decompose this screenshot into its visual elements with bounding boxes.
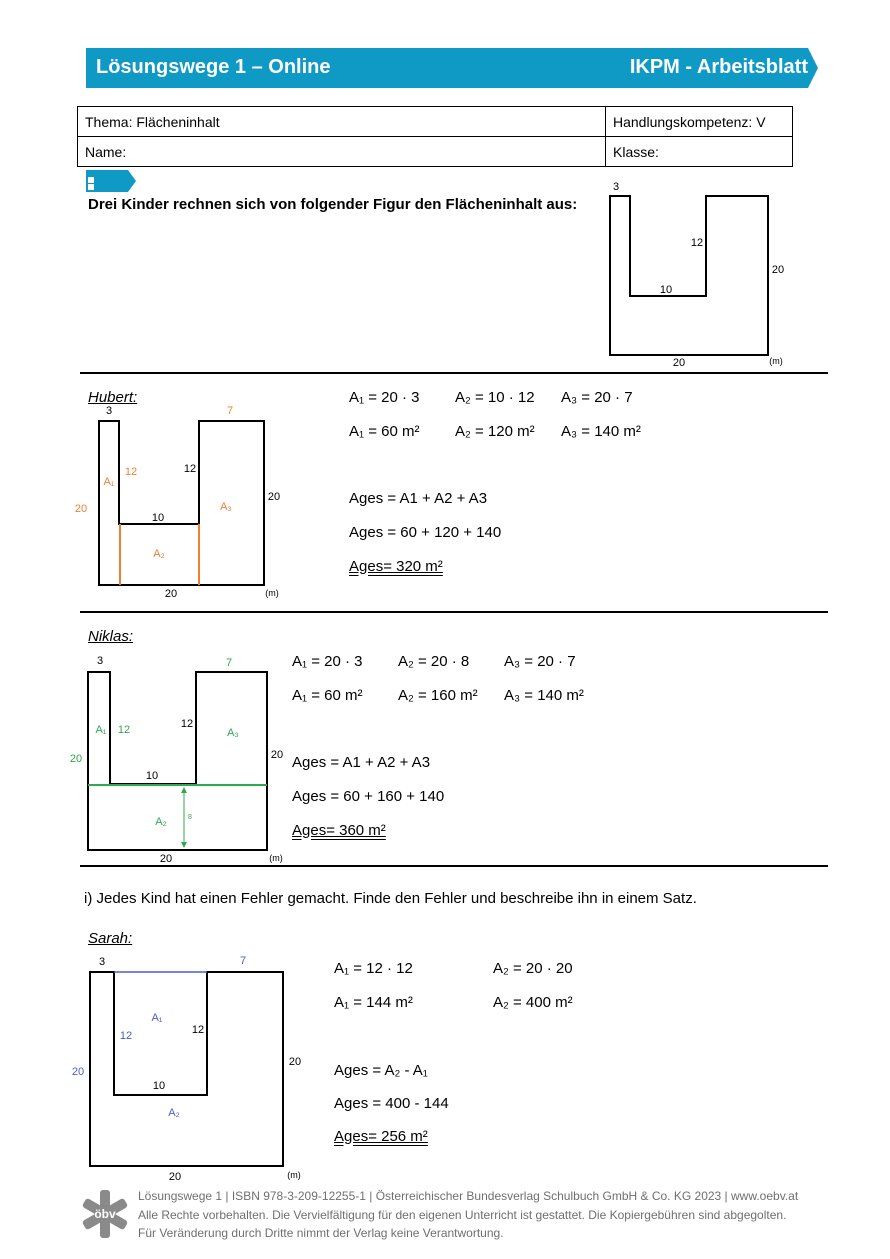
u-shape (90, 972, 283, 1166)
hubert-a1-result: A₁ = 60 m² (349, 423, 420, 440)
niklas-a3-result: A₃ = 140 m² (504, 687, 584, 704)
marker-square-icon (88, 177, 94, 183)
niklas-figure (62, 650, 290, 866)
label-top-left: 3 (612, 181, 620, 193)
label-inner-bottom: 10 (145, 770, 159, 782)
area-a1-label: A₁ (95, 724, 107, 736)
u-shape (99, 421, 264, 585)
niklas-a1-result: A₁ = 60 m² (292, 687, 363, 704)
divider (80, 865, 828, 867)
class-cell: Klasse: (606, 137, 793, 167)
niklas-a1-formula: A₁ = 20 · 3 (292, 653, 363, 670)
label-inner-right: 12 (191, 1024, 205, 1036)
divider (80, 611, 828, 613)
competence-cell: Handlungskompetenz: V (606, 107, 793, 137)
hubert-a2-result: A₂ = 120 m² (455, 423, 535, 440)
intro-text: Drei Kinder rechnen sich von folgender Figur den Flächeninhalt aus: (88, 196, 578, 213)
info-table (77, 106, 793, 167)
divider (80, 372, 828, 374)
hubert-a2-formula: A₂ = 10 · 12 (455, 389, 535, 406)
label-right: 20 (288, 1056, 302, 1068)
label-right: 20 (267, 491, 281, 503)
sarah-figure (62, 950, 312, 1182)
sarah-name: Sarah: (88, 930, 133, 947)
label-bottom: 20 (672, 357, 686, 369)
label-top-right: 7 (239, 955, 247, 967)
label-height: 8 (188, 814, 192, 821)
footer-line-1: Lösungswege 1 | ISBN 978-3-209-12255-1 | Österreichischer Bundesverlag Schulbuch GmbH & Co. KG 2023 | www.oebv.at (138, 1189, 799, 1203)
label-inner-left: 12 (119, 1030, 133, 1042)
series-title: Lösungswege 1 – Online (96, 56, 331, 78)
label-inner-right: 12 (690, 237, 704, 249)
footer-line-3: Für Veränderung durch Dritte nimmt der Verlag keine Verantwortung. (138, 1226, 504, 1240)
hubert-a3-formula: A₃ = 20 · 7 (561, 389, 633, 406)
header-banner-arrow (808, 48, 818, 88)
label-bottom: 20 (159, 853, 173, 865)
topic-cell: Thema: Flächeninhalt (78, 107, 606, 137)
area-a3-label: A₃ (220, 501, 232, 513)
niklas-a2-formula: A₂ = 20 · 8 (398, 653, 470, 670)
label-top-left: 3 (105, 405, 113, 417)
label-inner-bottom: 10 (152, 1080, 166, 1092)
publisher-logo (80, 1188, 130, 1240)
label-unit: (m) (287, 1170, 301, 1180)
area-a2-label: A₂ (168, 1107, 180, 1119)
label-left: 20 (71, 1066, 85, 1078)
label-inner-right: 12 (180, 718, 194, 730)
sarah-total: Ages= 256 m² (334, 1128, 428, 1145)
label-right: 20 (270, 749, 284, 761)
niklas-name: Niklas: (88, 628, 134, 645)
hubert-name: Hubert: (88, 389, 138, 406)
arrow-down-icon (181, 842, 187, 848)
hubert-figure (66, 400, 290, 600)
area-a2-label: A₂ (155, 816, 167, 828)
hubert-sum-formula: Ages = A1 + A2 + A3 (349, 490, 488, 507)
label-top-left: 3 (96, 655, 104, 667)
label-unit: (m) (265, 588, 279, 598)
label-inner-left: 12 (117, 724, 131, 736)
name-cell: Name: (78, 137, 606, 167)
sarah-a2-result: A₂ = 400 m² (493, 994, 573, 1011)
sarah-a2-formula: A₂ = 20 · 20 (493, 960, 573, 977)
area-a1-label: A₁ (151, 1012, 163, 1024)
sarah-diff-values: Ages = 400 - 144 (334, 1095, 449, 1112)
label-left: 20 (69, 753, 83, 765)
label-inner-right: 12 (183, 463, 197, 475)
marker-square-icon (88, 184, 94, 190)
u-shape (88, 672, 267, 850)
niklas-a2-result: A₂ = 160 m² (398, 687, 478, 704)
sarah-a1-formula: A₁ = 12 · 12 (334, 960, 413, 977)
niklas-a3-formula: A₃ = 20 · 7 (504, 653, 576, 670)
label-top-right: 7 (226, 405, 234, 417)
sarah-a1-result: A₁ = 144 m² (334, 994, 413, 1011)
niklas-sum-values: Ages = 60 + 160 + 140 (292, 788, 445, 805)
area-a3-label: A₃ (227, 727, 239, 739)
hubert-total: Ages= 320 m² (349, 558, 443, 575)
sarah-diff-formula: Ages = A₂ - A₁ (334, 1062, 428, 1079)
label-left: 20 (74, 503, 88, 515)
label-bottom: 20 (164, 588, 178, 600)
label-right: 20 (771, 264, 785, 276)
hubert-a1-formula: A₁ = 20 · 3 (349, 389, 420, 406)
section-marker (86, 170, 128, 192)
label-inner-bottom: 10 (659, 284, 673, 296)
label-top-left: 3 (98, 956, 106, 968)
label-bottom: 20 (168, 1171, 182, 1182)
hubert-sum-values: Ages = 60 + 120 + 140 (349, 524, 502, 541)
area-a1-label: A₁ (103, 476, 115, 488)
u-shape (610, 196, 768, 355)
main-figure (590, 175, 800, 375)
label-unit: (m) (769, 356, 783, 366)
arrow-up-icon (181, 787, 187, 793)
section-marker-arrow (128, 170, 136, 192)
niklas-total: Ages= 360 m² (292, 822, 386, 839)
task-text: i) Jedes Kind hat einen Fehler gemacht. Finde den Fehler und beschreibe ihn in einem Satz. (84, 890, 697, 907)
label-inner-bottom: 10 (151, 512, 165, 524)
label-inner-left: 12 (124, 466, 138, 478)
logo-text: öbv (94, 1207, 116, 1221)
niklas-sum-formula: Ages = A1 + A2 + A3 (292, 754, 431, 771)
label-unit: (m) (269, 853, 283, 863)
footer (138, 1187, 798, 1243)
area-a2-label: A₂ (153, 548, 165, 560)
worksheet-title: IKPM - Arbeitsblatt (629, 56, 808, 78)
hubert-a3-result: A₃ = 140 m² (561, 423, 641, 440)
label-top-right: 7 (225, 657, 233, 669)
footer-line-2: Alle Rechte vorbehalten. Die Vervielfältigung für den eigenen Unterricht ist gestattet. Die Kopiergebühren sind abgegolten. (138, 1207, 787, 1222)
